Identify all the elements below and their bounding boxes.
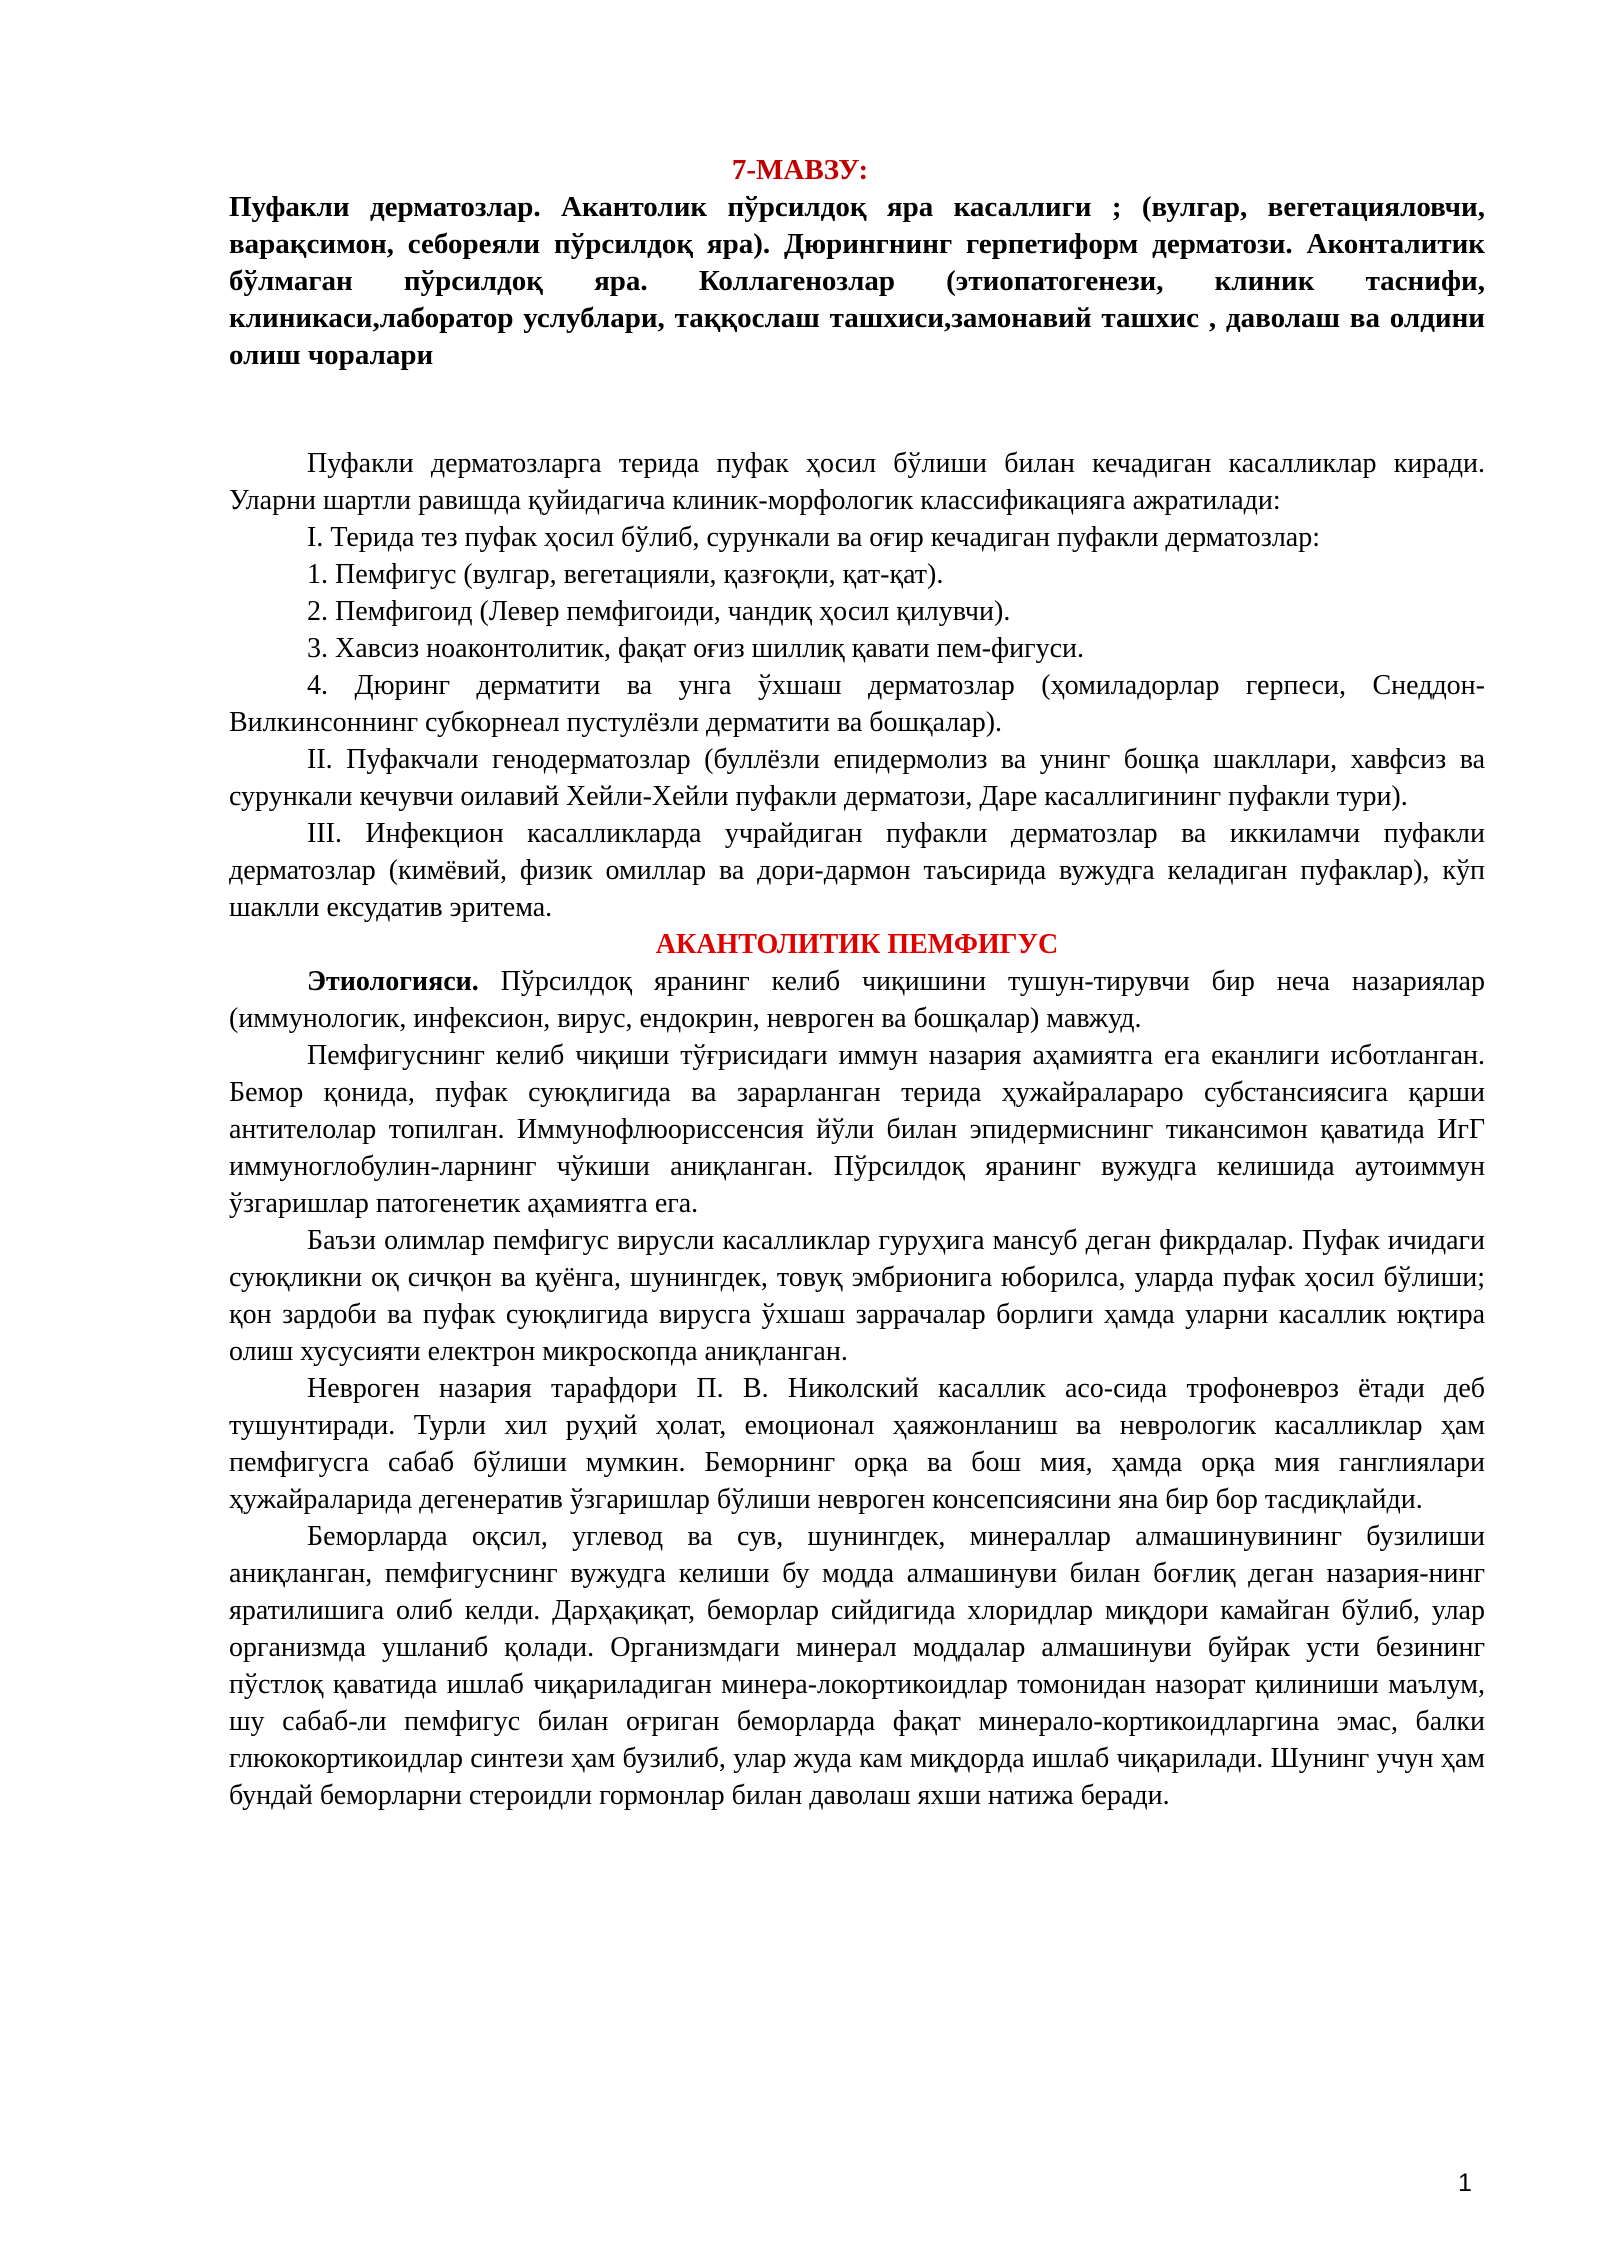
topic-heading: Пуфакли дерматозлар. Акантолик пўрсилдоқ яра касаллиги ; (вулгар, вегетацияловчи, варақсимон, себорeяли пўрсилдоқ яра). Дюрингнинг герпетиформ дерматози. Аконталитик бўлмаган пўрсилдоқ яра. Коллагенозлар (этиопатогенези, клиник таснифи, клиникаси,лаборатор услублари, таққослаш ташхиси,замонавий ташхис , даволаш ва олдини олиш чоралари: [229, 191, 1485, 371]
page-number: 1: [1458, 2169, 1472, 2197]
etiology-paragraph: [229, 963, 1485, 1037]
section-title: АКАНТОЛИТИК ПЕМФИГУС: [655, 929, 1059, 960]
classification-item: 2. Пемфигоид (Левер пемфигоиди, чандиқ ҳосил қилувчи).: [307, 596, 1011, 627]
document-body: [229, 445, 1485, 1814]
classification-item: 4. Дюринг дерматити ва унга ўхшаш дерматозлар (ҳомиладорлар герпеси, Снеддон-Вилкинсоннинг субкорнеал пустулёзли дерматити ва бошқалар).: [229, 670, 1485, 738]
classification-item: 1. Пемфигус (вулгар, вегетацияли, қазғоқли, қат-қат).: [307, 559, 944, 590]
etiology-lead: Этиологияси.: [307, 966, 479, 997]
classification-item: I. Терида тез пуфак ҳосил бўлиб, сурункали ва оғир кечадиган пуфакли дерматозлар:: [307, 522, 1321, 553]
intro-paragraph: Пуфакли дерматозларга терида пуфак ҳосил бўлиши билан кечадиган касалликлар киради. Уларни шартли равишда қуйидагича клиник-морфологик классификацияга ажратилади:: [229, 448, 1485, 516]
etiology-text: Пўрсилдоқ яранинг келиб чиқишини тушун-тирувчи бир неча назариялар (иммунологик, инфексион, вирус, ендокрин, неврогeн ва бошқалар) мавжуд.: [229, 966, 1485, 1034]
body-paragraph: Пемфигуснинг келиб чиқиши тўғрисидаги иммун назария аҳамиятга ега еканлиги исботланган. Бемор қонида, пуфак суюқлигида ва зарарланган терида ҳужайралараро субстансиясига қарши антителолар топилган. Иммунофлюориссенсия йўли билан эпидермиснинг тикансимон қаватида ИгГ иммуноглобулин-ларнинг чўкиши аниқланган. Пўрсилдоқ яранинг вужудга келишида аутоиммун ўзгаришлар патогенетик аҳамиятга ега.: [229, 1040, 1485, 1219]
body-paragraph: Беморларда оқсил, углевод ва сув, шунингдек, минераллар алмашинувининг бузилиши аниқланган, пемфигуснинг вужудга келиши бу модда алмашинуви билан боғлиқ деган назария-нинг яратилишига олиб келди. Дарҳақиқат, беморлар сийдигида хлоридлар миқдори камайган бўлиб, улар организмда ушланиб қолади. Организмдаги минерал моддалар алмашинуви буйрак усти безининг пўстлоқ қаватида ишлаб чиқариладиган минера-локортикоидлар томонидан назорат қилиниши маълум, шу сабаб-ли пемфигус билан оғриган беморларда фақат минерало-кортикоидларгина эмас, балки глюкокортикоидлар синтези ҳам бузилиб, улар жуда кам миқдорда ишлаб чиқарилади. Шунинг учун ҳам бундай беморларни стероидли гормонлар билан даволаш яхши натижа беради.: [229, 1521, 1485, 1811]
classification-item: 3. Хавсиз ноаконтолитик, фақат оғиз шиллиқ қавати пем-фигуси.: [307, 633, 1085, 664]
topic-title: 7-МАВЗУ:: [731, 154, 869, 186]
classification-item: II. Пуфакчали генодерматозлар (буллёзли епидермолиз ва унинг бошқа шакллари, хавфсиз ва сурункали кечувчи оилавий Хейли-Хейли пуфакли дерматози, Даре касаллигининг пуфакли тури).: [229, 744, 1485, 812]
classification-item: III. Инфекцион касалликларда учрайдиган пуфакли дерматозлар ва иккиламчи пуфакли дерматозлар (кимёвий, физик омиллар ва дори-дармон таъсирида вужудга келадиган пуфаклар), кўп шаклли ексудатив эритема.: [229, 818, 1485, 923]
body-paragraph: Неврогeн назария тарафдори П. В. Николский касаллик асо-сида трофоневроз ётади деб тушунтиради. Турли хил руҳий ҳолат, емоционал ҳаяжонланиш ва неврологик касалликлар ҳам пемфигусга сабаб бўлиши мумкин. Беморнинг орқа ва бош мия, ҳамда орқа мия ганглиялари ҳужайраларида дегенератив ўзгаришлар бўлиши неврогeн консепсиясини яна бир бор тасдиқлайди.: [229, 1373, 1485, 1515]
body-paragraph: Баъзи олимлар пемфигус вирусли касалликлар гуруҳига мансуб деган фикрдалар. Пуфак ичидаги суюқликни оқ сичқон ва қуёнга, шунингдек, товуқ эмбрионига юборилса, уларда пуфак ҳосил бўлиши; қон зардоби ва пуфак суюқлигида вирусга ўхшаш заррачалар борлиги ҳамда уларни касаллик юқтира олиш хусусияти електрон микроскопда аниқланган.: [229, 1225, 1485, 1367]
